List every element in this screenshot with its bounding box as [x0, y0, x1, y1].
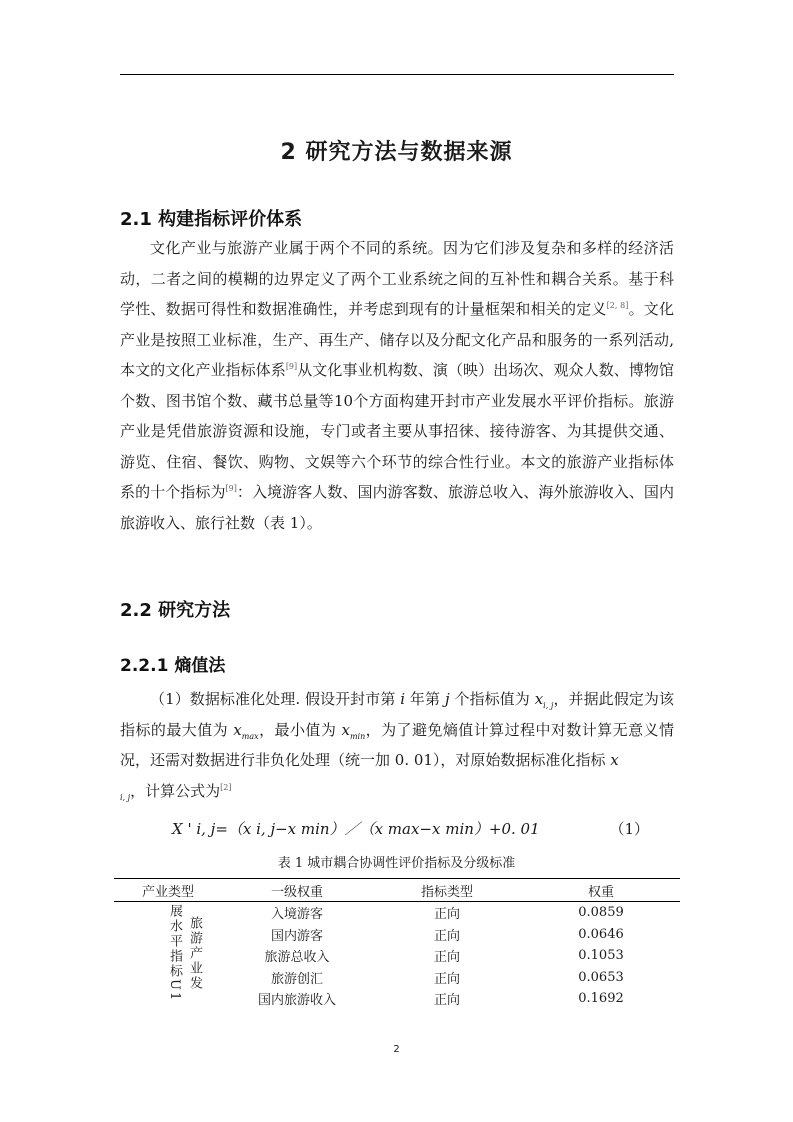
type-cell: 正向 [433, 971, 460, 987]
formula: X ' i, j=（x i, j−x min）／（x max−x min）+0. 01 [172, 820, 540, 838]
group-label-left: 展水平指标U1 [167, 904, 182, 1003]
formula-number: （1） [609, 820, 649, 838]
weight-cell: 0.0653 [578, 969, 624, 985]
table-header-row [114, 879, 680, 902]
group-cell [114, 902, 222, 1010]
citation: [2, 8] [606, 301, 629, 310]
paragraph-text: 。文化产业是按照工业标准，生产、再生产、储存以及分配文化产品和服务的一系列活动, 本文的文化产业指标体系 [120, 300, 674, 379]
math-subscript: i, j [120, 792, 131, 802]
indicator-cell: 入境游客 [270, 907, 323, 923]
math-var: i [400, 690, 406, 708]
paragraph-index-system [120, 233, 674, 538]
paragraph-text: 个指标值为 [449, 690, 535, 708]
math-var: x [610, 751, 619, 769]
table-row [114, 902, 680, 924]
paragraph-text: ，并据此假定为该指标的最大值为 [120, 690, 674, 739]
indicator-table [114, 878, 680, 1010]
math-var: j [444, 690, 450, 708]
section-heading-2-2-1: 2.2.1 熵值法 [120, 656, 226, 676]
paragraph-text: 文化产业与旅游产业属于两个不同的系统。因为它们涉及复杂和多样的经济活动，二者之间的模糊的边界定义了两个工业系统之间的互补性和耦合关系。基于科学性、数据可得性和数据准确性，并考虑到现有的计量框架和相关的定义 [120, 239, 674, 318]
group-label-right: 旅游产业发 [187, 916, 202, 991]
section-heading-2-2: 2.2 研究方法 [120, 600, 231, 621]
indicator-cell: 国内游客 [270, 928, 323, 944]
math-var: x [233, 720, 242, 739]
paragraph-standardization [120, 684, 674, 806]
paragraph-text: ，为了避免熵值计算过程中对数计算无意义情况，还需对数据进行非负化处理（统一加 0. 01），对原始数据标准化指标 [120, 720, 674, 769]
indicator-cell: 旅游创汇 [270, 971, 323, 987]
header-cell: 权重 [522, 879, 680, 902]
header-cell: 产业类型 [114, 879, 222, 902]
header-rule [120, 74, 674, 75]
citation: [9] [225, 484, 237, 493]
type-cell: 正向 [433, 928, 460, 944]
paragraph-text: ，最小值为 [258, 720, 342, 739]
math-subscript: min [349, 731, 366, 741]
type-cell: 正向 [433, 907, 460, 923]
citation: [9] [285, 362, 298, 371]
paragraph-text: （1）数据标准化处理. 假设开封市第 [150, 690, 401, 708]
paragraph-text: ：入境游客人数、国内游客数、旅游总收入、海外旅游收入、国内旅游收入、旅行社数（表 1）。 [120, 483, 674, 532]
weight-cell: 0.0646 [578, 926, 624, 942]
type-cell: 正向 [433, 950, 460, 966]
citation: [2] [220, 782, 232, 792]
weight-cell: 0.1692 [578, 991, 624, 1007]
math-subscript: i, j [543, 701, 554, 710]
paragraph-text: ，计算公式为 [130, 781, 221, 800]
indicator-cell: 国内旅游收入 [257, 993, 336, 1009]
table-caption: 表 1 城市耦合协调性评价指标及分级标准 [277, 856, 516, 871]
math-subscript: max [241, 731, 259, 741]
weight-cell: 0.0859 [578, 905, 624, 921]
section-heading-2-1: 2.1 构建指标评价体系 [120, 209, 303, 230]
math-var: x [341, 720, 350, 739]
paragraph-text: 从文化事业机构数、演（映）出场次、观众人数、博物馆个数、图书馆个数、藏书总量等10个方面构建开封市产业发展水平评价指标。旅游产业是凭借旅游资源和设施，专门或者主要从事招徕、接待游客、为其提供交通、游览、住宿、餐饮、购物、文娱等六个环节的综合性行业。本文的旅游产业指标体系的十个指标为 [120, 361, 674, 501]
indicator-cell: 旅游总收入 [264, 950, 330, 966]
math-var: x [534, 690, 544, 708]
chapter-title: 2 研究方法与数据来源 [280, 140, 513, 165]
page-number: 2 [393, 1044, 400, 1055]
paragraph-text: 年第 [405, 690, 445, 708]
weight-cell: 0.1053 [578, 948, 624, 964]
header-cell: 指标类型 [372, 879, 522, 902]
header-cell: 一级权重 [222, 879, 372, 902]
type-cell: 正向 [433, 993, 460, 1009]
